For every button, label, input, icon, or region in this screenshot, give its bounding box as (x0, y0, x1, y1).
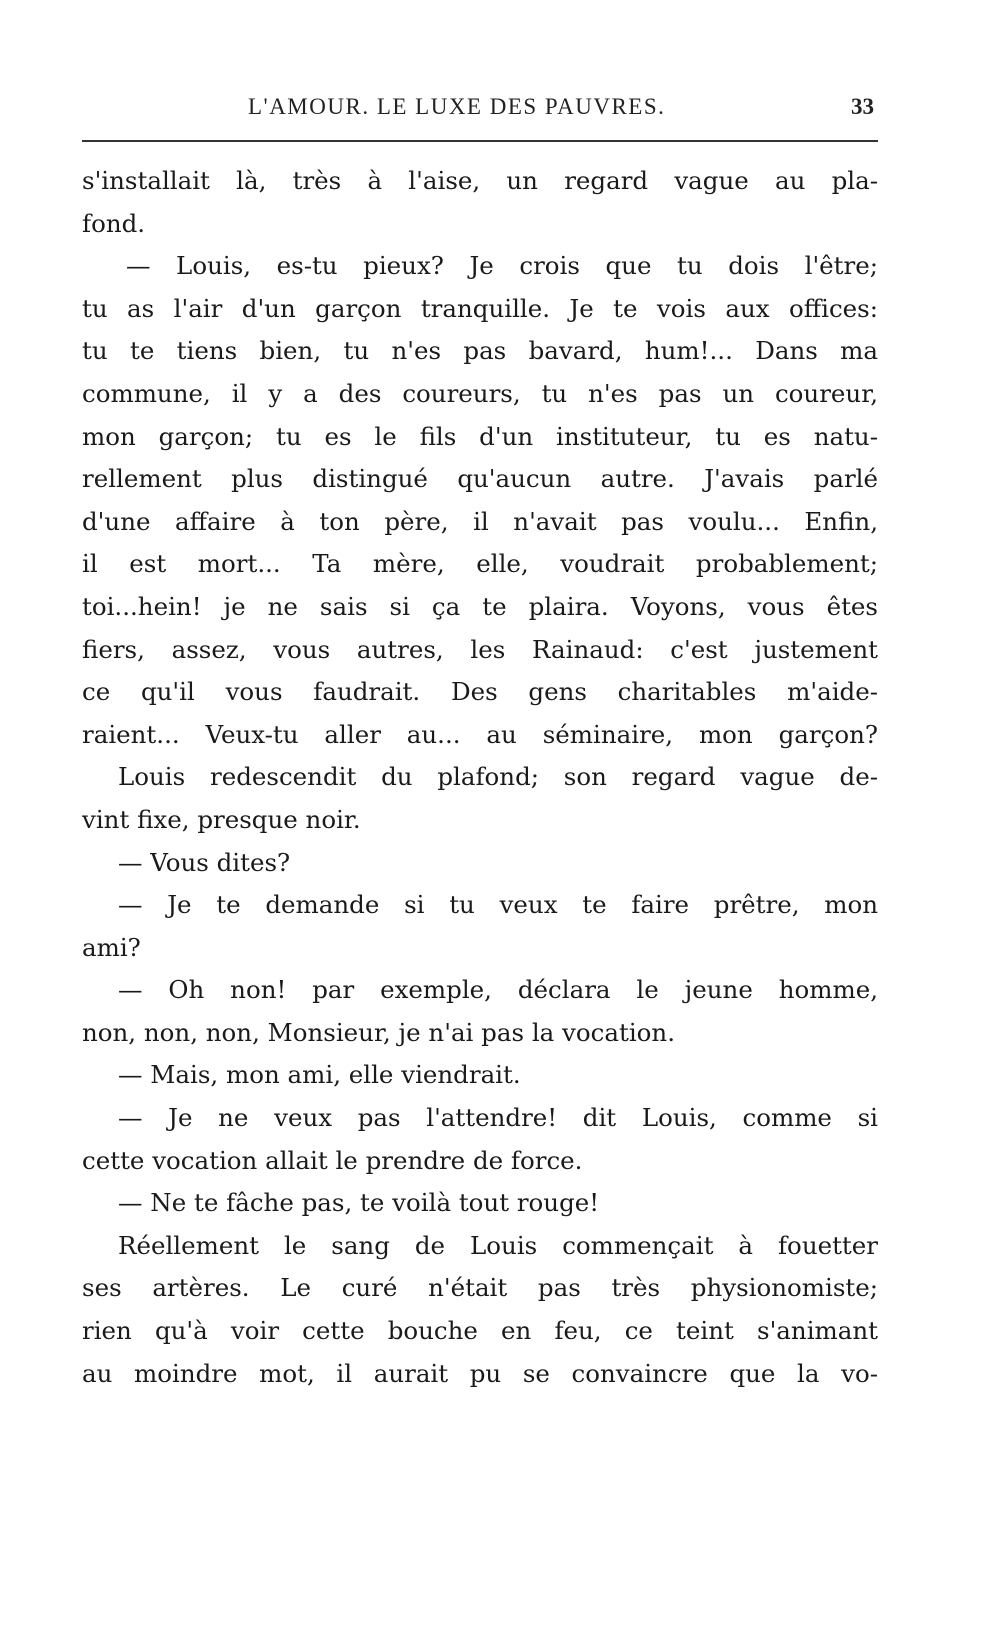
text-line: il est mort... Ta mère, elle, voudrait probablement; (82, 549, 878, 579)
header-rule (82, 140, 878, 142)
text-line: tu te tiens bien, tu n'es pas bavard, hum!... Dans ma (82, 336, 878, 366)
text-line: — Je te demande si tu veux te faire prêtre, mon (118, 890, 878, 920)
text-line: raient... Veux-tu aller au... au séminaire, mon garçon? (82, 719, 878, 749)
text-line: au moindre mot, il aurait pu se convaincre que la vo- (82, 1358, 878, 1388)
text-line: ami? (82, 932, 141, 962)
text-line: commune, il y a des coureurs, tu n'es pas un coureur, (82, 378, 878, 408)
text-line: fiers, assez, vous autres, les Rainaud: c'est justement (82, 634, 878, 664)
text-line: — Vous dites? (118, 847, 291, 877)
text-line: — Louis, es-tu pieux? Je crois que tu dois l'être; (126, 251, 878, 281)
text-line: ce qu'il vous faudrait. Des gens charitables m'aide- (82, 677, 878, 707)
text-line: mon garçon; tu es le fils d'un instituteur, tu es natu- (82, 421, 878, 451)
text-line: Réellement le sang de Louis commençait à fouetter (118, 1230, 878, 1260)
text-line: fond. (82, 208, 146, 238)
page-number: 33 (851, 94, 874, 119)
text-line: — Ne te fâche pas, te voilà tout rouge! (118, 1188, 600, 1218)
text-line: Louis redescendit du plafond; son regard vague de- (118, 762, 878, 792)
text-line: — Mais, mon ami, elle viendrait. (118, 1060, 521, 1090)
text-line: toi...hein! je ne sais si ça te plaira. Voyons, vous êtes (82, 591, 878, 621)
running-head (82, 88, 880, 130)
text-line: d'une affaire à ton père, il n'avait pas voulu... Enfin, (82, 506, 878, 536)
text-line: — Oh non! par exemple, déclara le jeune homme, (118, 975, 878, 1005)
text-line: ses artères. Le curé n'était pas très physionomiste; (82, 1273, 878, 1303)
text-line: s'installait là, très à l'aise, un regard vague au pla- (82, 166, 878, 195)
text-line: tu as l'air d'un garçon tranquille. Je te vois aux offices: (82, 293, 878, 323)
text-line: rellement plus distingué qu'aucun autre. J'avais parlé (82, 464, 878, 494)
text-line: non, non, non, Monsieur, je n'ai pas la vocation. (82, 1017, 675, 1047)
text-line: vint fixe, presque noir. (82, 804, 361, 834)
text-line: cette vocation allait le prendre de force. (82, 1145, 583, 1175)
text-line: — Je ne veux pas l'attendre! dit Louis, comme si (118, 1103, 878, 1133)
running-title: L'AMOUR. LE LUXE DES PAUVRES. (248, 94, 666, 119)
text-line: rien qu'à voir cette bouche en feu, ce teint s'animant (82, 1316, 878, 1346)
body-text (82, 160, 878, 1395)
